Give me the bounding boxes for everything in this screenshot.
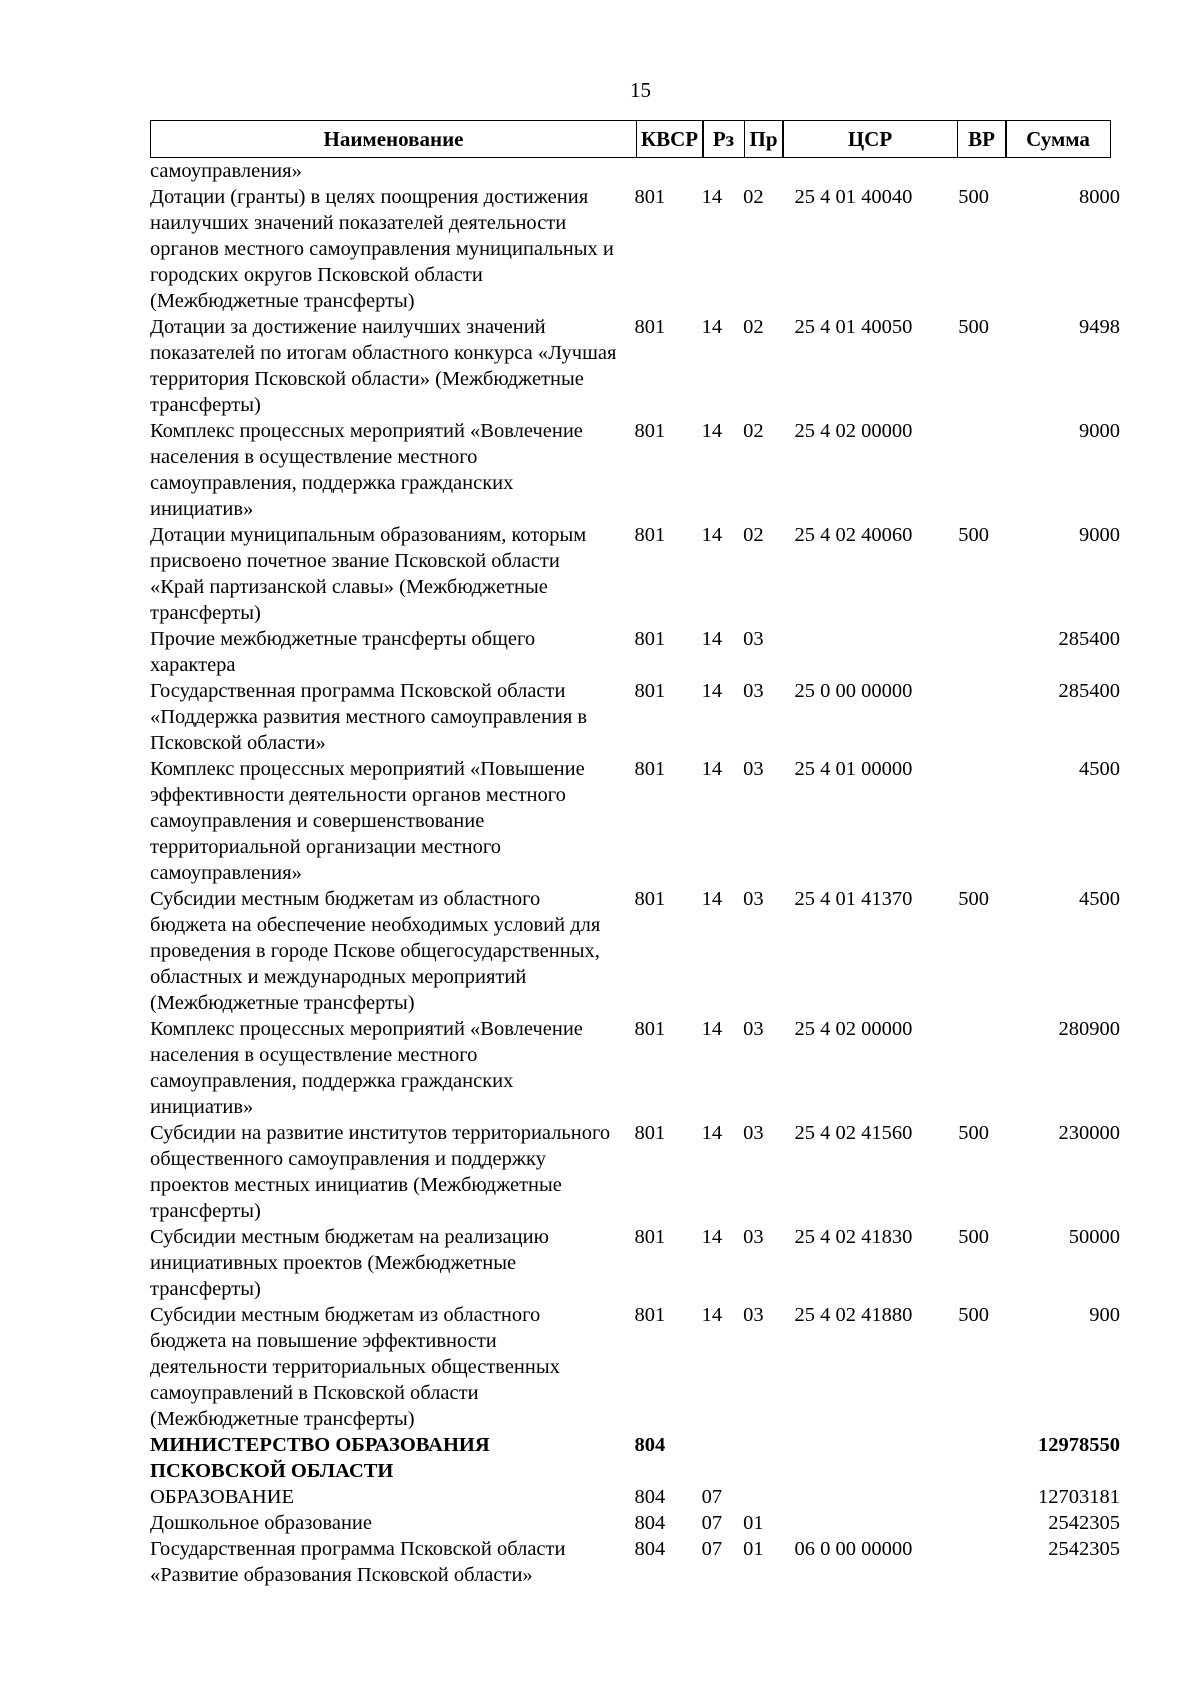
cell-name: ОБРАЗОВАНИЕ <box>150 1486 295 1508</box>
cell-vr <box>958 756 1011 886</box>
cell-name: Субсидии местным бюджетам из областного бюджета на повышение эффективности деятельности территориальных общественных самоуправлений в Псковской области (Межбюджетные трансферты) <box>150 1304 560 1430</box>
cell-vr <box>958 1536 1011 1588</box>
cell-vr: 500 <box>958 888 989 910</box>
table-row <box>150 314 1120 418</box>
cell-name: Субсидии местным бюджетам на реализацию инициативных проектов (Межбюджетные трансферты) <box>150 1226 549 1300</box>
cell-rz: 07 <box>701 1538 723 1560</box>
cell-pr: 03 <box>743 1304 764 1326</box>
cell-rz: 14 <box>701 1122 723 1144</box>
cell-csr <box>784 158 958 184</box>
table-row <box>150 1302 1120 1432</box>
cell-kvsr: 801 <box>634 888 666 910</box>
cell-vr: 500 <box>958 316 989 338</box>
cell-rz: 14 <box>701 680 723 702</box>
table-row <box>150 1016 1120 1120</box>
cell-csr <box>784 1484 958 1510</box>
cell-rz <box>698 158 743 184</box>
cell-rz: 14 <box>701 758 723 780</box>
cell-sum: 900 <box>1089 1304 1120 1326</box>
cell-kvsr: 801 <box>634 316 666 338</box>
table-row <box>150 1432 1120 1484</box>
table-header <box>150 120 1120 158</box>
cell-name: Дотации (гранты) в целях поощрения достижения наилучших значений показателей деятельности органов местного самоуправления муниципальных и городских округов Псковской области (Межбюджетные трансферты) <box>150 186 614 312</box>
cell-vr: 500 <box>958 186 989 208</box>
cell-kvsr: 801 <box>634 186 666 208</box>
cell-kvsr: 801 <box>634 1304 666 1326</box>
cell-name: Дотации за достижение наилучших значений показателей по итогам областного конкурса «Лучшая территория Псковской области» (Межбюджетные трансферты) <box>150 316 617 416</box>
budget-table <box>150 120 1120 1588</box>
cell-pr <box>743 1484 784 1510</box>
cell-name: Субсидии на развитие институтов территориального общественного самоуправления и поддержку проектов местных инициатив (Межбюджетные трансферты) <box>150 1122 611 1222</box>
cell-sum: 4500 <box>1078 888 1120 910</box>
cell-pr: 03 <box>743 1226 764 1248</box>
cell-csr <box>784 626 958 678</box>
cell-pr: 02 <box>743 186 764 208</box>
cell-name: Государственная программа Псковской области «Развитие образования Псковской области» <box>150 1538 566 1586</box>
header-vr: ВР <box>957 120 1007 158</box>
cell-sum: 12703181 <box>1037 1486 1120 1508</box>
cell-rz: 14 <box>701 1304 723 1326</box>
cell-rz: 07 <box>701 1512 723 1534</box>
cell-name: самоуправления» <box>150 160 302 182</box>
cell-rz: 07 <box>701 1486 723 1508</box>
cell-vr: 500 <box>958 1304 989 1326</box>
cell-vr <box>958 1016 1011 1120</box>
cell-sum: 2542305 <box>1048 1512 1120 1534</box>
cell-vr <box>958 1432 1011 1484</box>
cell-pr: 03 <box>743 680 764 702</box>
cell-pr: 02 <box>743 420 764 442</box>
cell-sum: 8000 <box>1078 186 1120 208</box>
cell-vr: 500 <box>958 524 989 546</box>
table-row <box>150 1510 1120 1536</box>
cell-kvsr: 804 <box>634 1538 666 1560</box>
cell-kvsr: 804 <box>634 1434 666 1456</box>
cell-kvsr: 801 <box>634 680 666 702</box>
cell-rz: 14 <box>701 1018 723 1040</box>
table-row <box>150 1120 1120 1224</box>
cell-pr: 01 <box>743 1538 764 1560</box>
cell-pr: 03 <box>743 1122 764 1144</box>
cell-csr: 25 4 02 00000 <box>794 1018 913 1040</box>
cell-vr <box>958 418 1011 522</box>
cell-csr: 25 4 01 40040 <box>794 186 913 208</box>
cell-csr: 25 0 00 00000 <box>794 680 913 702</box>
cell-sum: 9000 <box>1078 524 1120 546</box>
cell-name: МИНИСТЕРСТВО ОБРАЗОВАНИЯ ПСКОВСКОЙ ОБЛАСТИ <box>150 1434 490 1482</box>
cell-vr <box>958 678 1011 756</box>
cell-vr <box>958 626 1011 678</box>
cell-sum: 4500 <box>1078 758 1120 780</box>
cell-pr <box>743 158 784 184</box>
cell-kvsr: 801 <box>634 1226 666 1248</box>
cell-name: Дотации муниципальным образованиям, которым присвоено почетное звание Псковской области «Край партизанской славы» (Межбюджетные трансферты) <box>150 524 587 624</box>
cell-csr: 25 4 01 41370 <box>794 888 913 910</box>
cell-rz: 14 <box>701 628 723 650</box>
cell-kvsr: 804 <box>634 1486 666 1508</box>
cell-csr <box>784 1432 958 1484</box>
header-rz: Рз <box>702 120 745 158</box>
cell-sum: 2542305 <box>1048 1538 1120 1560</box>
cell-vr <box>958 1484 1011 1510</box>
cell-sum: 9498 <box>1078 316 1120 338</box>
table-row <box>150 522 1120 626</box>
cell-name: Комплекс процессных мероприятий «Вовлечение населения в осуществление местного самоуправления, поддержка гражданских инициатив» <box>150 420 583 520</box>
table-row <box>150 184 1120 314</box>
cell-pr: 03 <box>743 758 764 780</box>
cell-rz: 14 <box>701 316 723 338</box>
cell-sum: 285400 <box>1058 680 1120 702</box>
cell-csr: 25 4 02 40060 <box>794 524 913 546</box>
cell-sum: 9000 <box>1078 420 1120 442</box>
header-sum: Сумма <box>1005 120 1111 158</box>
cell-sum: 12978550 <box>1037 1434 1120 1456</box>
cell-name: Прочие межбюджетные трансферты общего характера <box>150 628 536 676</box>
cell-name: Государственная программа Псковской области «Поддержка развития местного самоуправления в Псковской области» <box>150 680 588 754</box>
table-row <box>150 886 1120 1016</box>
cell-csr: 25 4 01 40050 <box>794 316 913 338</box>
cell-csr: 25 4 02 00000 <box>794 420 913 442</box>
cell-pr: 02 <box>743 316 764 338</box>
table-row <box>150 626 1120 678</box>
cell-csr: 25 4 02 41560 <box>794 1122 913 1144</box>
cell-sum: 280900 <box>1058 1018 1120 1040</box>
table-row <box>150 1536 1120 1588</box>
table-row <box>150 756 1120 886</box>
cell-sum <box>1011 158 1120 184</box>
cell-pr: 01 <box>743 1512 764 1534</box>
cell-kvsr: 804 <box>634 1512 666 1534</box>
cell-pr: 02 <box>743 524 764 546</box>
page-number: 15 <box>630 78 651 102</box>
cell-csr: 06 0 00 00000 <box>794 1538 913 1560</box>
cell-sum: 230000 <box>1058 1122 1120 1144</box>
cell-rz: 14 <box>701 524 723 546</box>
cell-rz: 14 <box>701 420 723 442</box>
cell-pr: 03 <box>743 888 764 910</box>
cell-rz: 14 <box>701 186 723 208</box>
cell-name: Дошкольное образование <box>150 1512 372 1534</box>
cell-rz: 14 <box>701 888 723 910</box>
cell-kvsr: 801 <box>634 1122 666 1144</box>
cell-vr: 500 <box>958 1226 989 1248</box>
table-row <box>150 158 1120 184</box>
cell-pr: 03 <box>743 628 764 650</box>
cell-vr <box>958 1510 1011 1536</box>
cell-csr <box>784 1510 958 1536</box>
cell-pr <box>743 1432 784 1484</box>
cell-kvsr: 801 <box>634 628 666 650</box>
header-csr: ЦСР <box>782 120 958 158</box>
cell-kvsr <box>631 158 698 184</box>
header-kvsr: КВСР <box>636 120 704 158</box>
table-body <box>150 158 1120 1588</box>
cell-sum: 50000 <box>1068 1226 1120 1248</box>
header-pr: Пр <box>744 120 784 158</box>
cell-vr: 500 <box>958 1122 989 1144</box>
cell-rz: 14 <box>701 1226 723 1248</box>
cell-name: Комплекс процессных мероприятий «Повышение эффективности деятельности органов местного самоуправления и совершенствование территориальной организации местного самоуправления» <box>150 758 585 884</box>
cell-kvsr: 801 <box>634 758 666 780</box>
cell-csr: 25 4 01 00000 <box>794 758 913 780</box>
cell-kvsr: 801 <box>634 420 666 442</box>
cell-kvsr: 801 <box>634 1018 666 1040</box>
cell-name: Субсидии местным бюджетам из областного бюджета на обеспечение необходимых условий для проведения в городе Пскове общегосударственных, областных и международных мероприятий (Межбюджетные трансферты) <box>150 888 601 1014</box>
cell-csr: 25 4 02 41880 <box>794 1304 913 1326</box>
cell-vr <box>958 158 1011 184</box>
cell-rz <box>698 1432 743 1484</box>
table-row <box>150 1224 1120 1302</box>
cell-sum: 285400 <box>1058 628 1120 650</box>
cell-pr: 03 <box>743 1018 764 1040</box>
cell-kvsr: 801 <box>634 524 666 546</box>
table-row <box>150 678 1120 756</box>
table-row <box>150 418 1120 522</box>
header-name: Наименование <box>150 120 637 158</box>
table-row <box>150 1484 1120 1510</box>
cell-name: Комплекс процессных мероприятий «Вовлечение населения в осуществление местного самоуправления, поддержка гражданских инициатив» <box>150 1018 583 1118</box>
cell-csr: 25 4 02 41830 <box>794 1226 913 1248</box>
